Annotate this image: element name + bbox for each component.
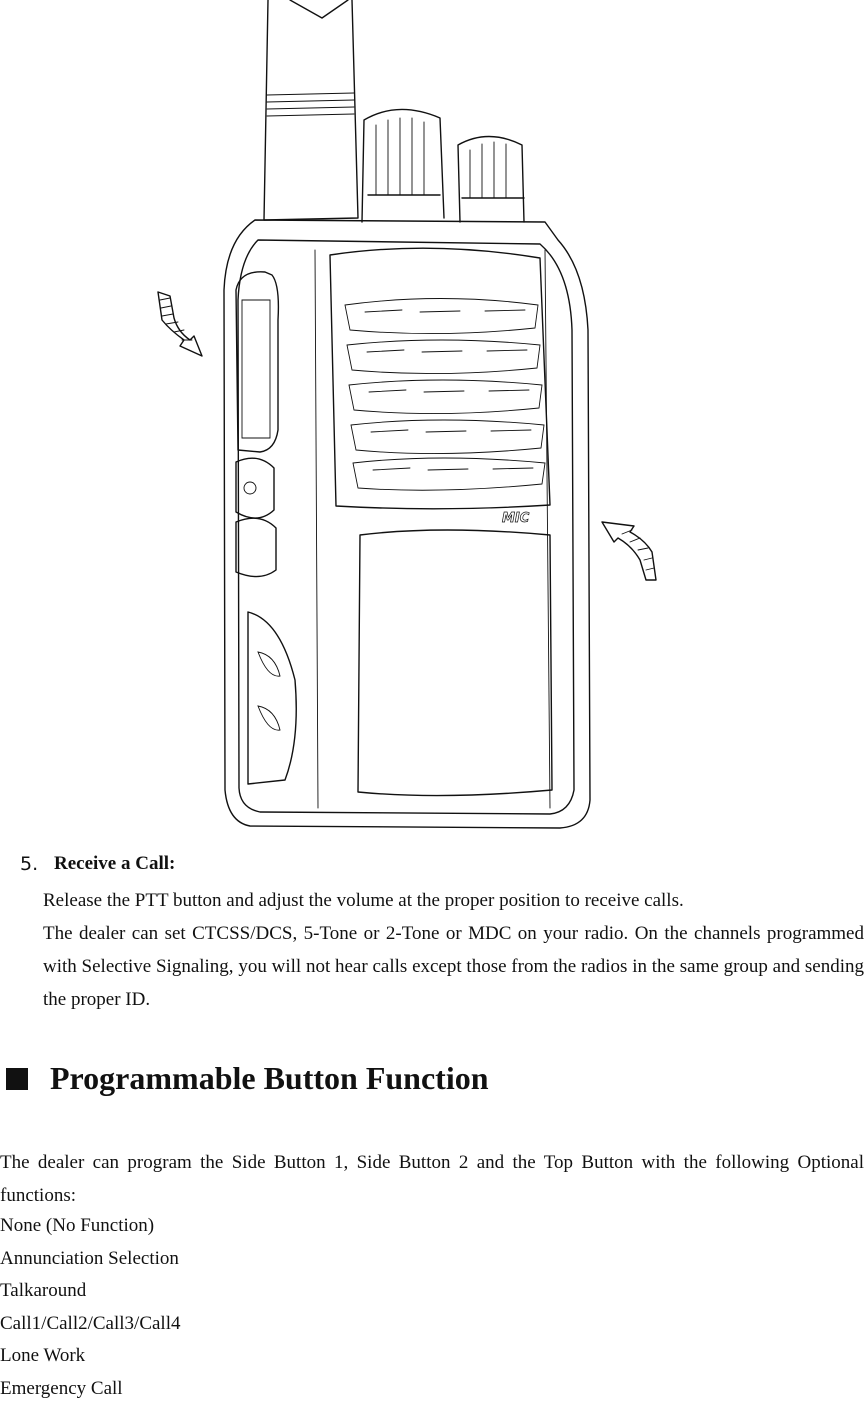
side-buttons	[236, 458, 296, 784]
receive-call-instruction: Release the PTT button and adjust the volume at the proper position to receive calls.	[43, 890, 684, 911]
channel-knob	[458, 137, 524, 223]
mic-label: MIC	[502, 511, 530, 526]
programmable-heading-text: Programmable Button Function	[50, 1060, 489, 1096]
programmable-intro: The dealer can program the Side Button 1, Side Button 2 and the Top Button with the following Optional functions:	[0, 1152, 864, 1206]
volume-knob	[362, 109, 444, 222]
speaker-grille	[330, 248, 550, 509]
list-item: Lone Work	[0, 1345, 86, 1367]
list-item: Call1/Call2/Call3/Call4	[0, 1312, 181, 1334]
list-item: Talkaround	[0, 1280, 87, 1302]
left-arrow-icon	[158, 292, 202, 356]
section-number: 5.	[20, 853, 39, 875]
function-options-list	[0, 1210, 181, 1406]
radio-illustration	[140, 0, 680, 830]
selective-signaling-paragraph: The dealer can set CTCSS/DCS, 5-Tone or 2-Tone or MDC on your radio. On the channels programmed with Selective Signaling, you will not hear calls except those from the radios in the same group and sending the proper ID.	[43, 923, 864, 1010]
black-square-icon	[6, 1068, 28, 1090]
label-area	[358, 530, 552, 796]
antenna	[264, 0, 358, 220]
list-item: None (No Function)	[0, 1215, 155, 1236]
section-title: Receive a Call:	[54, 853, 176, 874]
right-arrow-icon	[602, 522, 656, 580]
list-item: Emergency Call	[0, 1377, 123, 1399]
list-item: Annunciation Selection	[0, 1247, 179, 1269]
ptt-button	[236, 272, 278, 452]
radio-drawing	[140, 0, 680, 830]
programmable-heading	[4, 1060, 489, 1097]
